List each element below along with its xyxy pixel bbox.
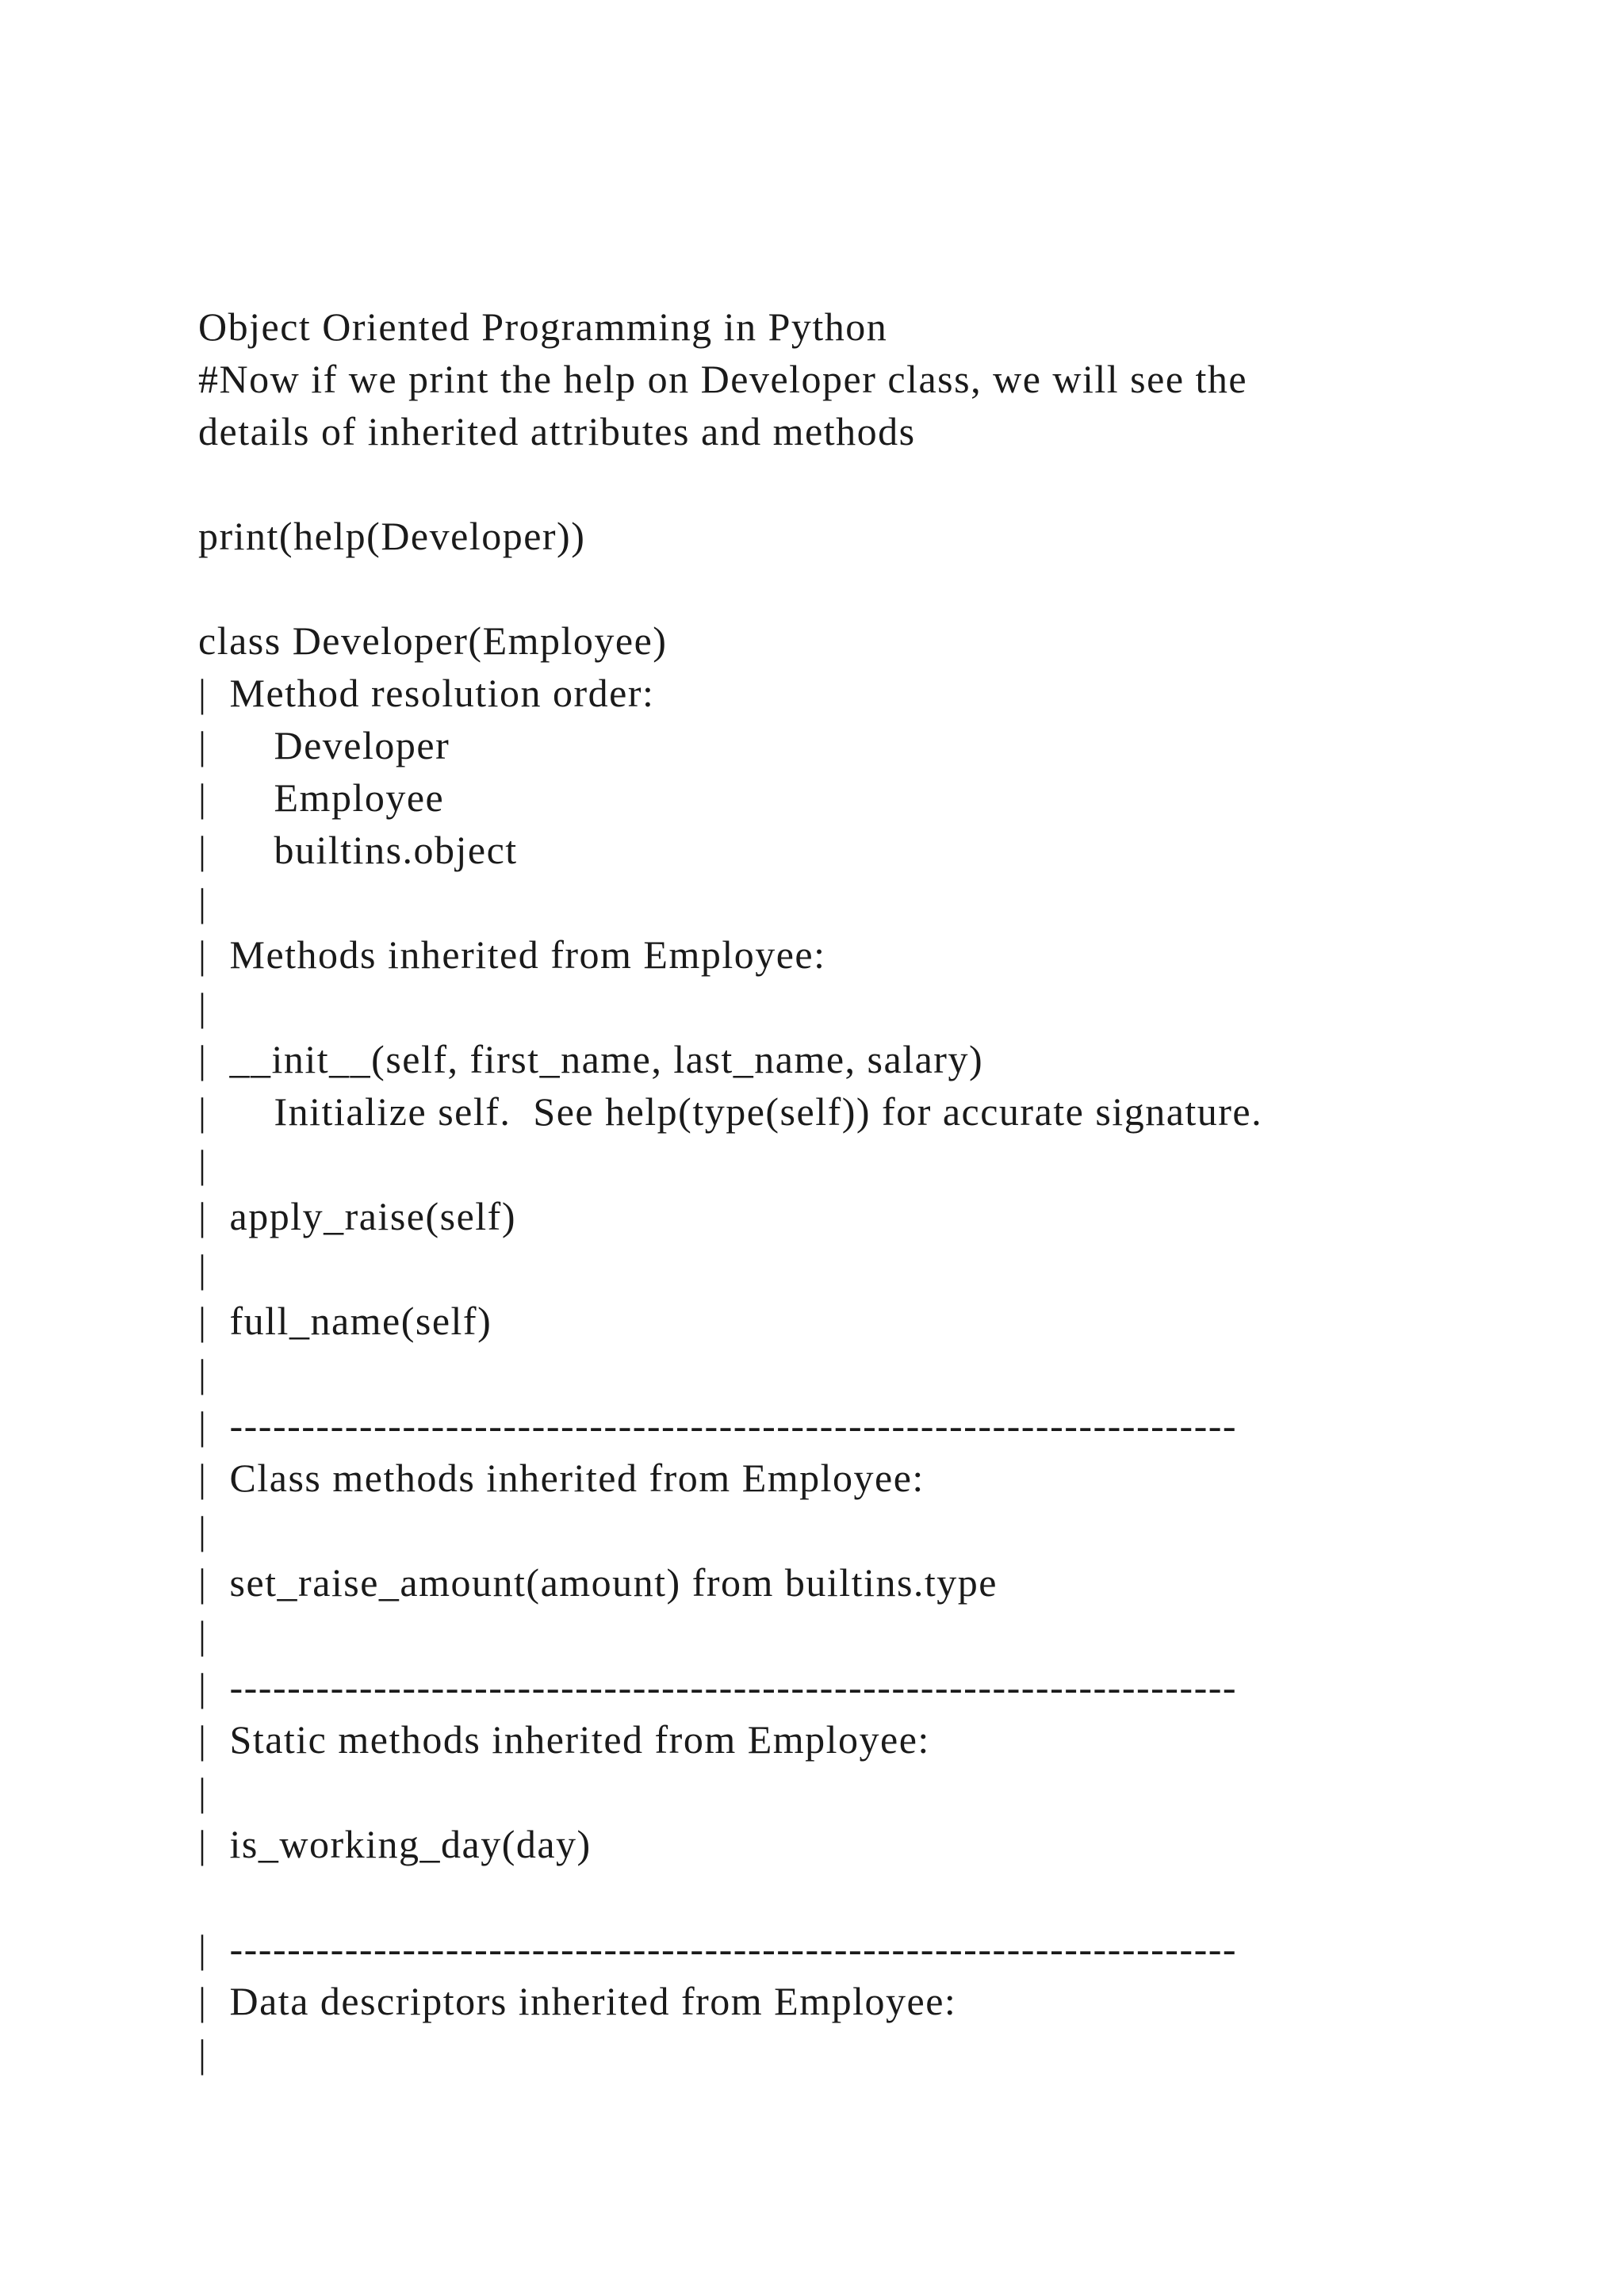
help-separator: | ---------------------------------------------------------------------- [198,1665,1238,1709]
help-line: | Developer [198,723,450,767]
intro-line-2: details of inherited attributes and methods [198,409,916,453]
help-line: | Employee [198,775,445,820]
help-line: | [198,1142,208,1186]
help-line: | [198,1770,208,1814]
help-line: | __init__(self, first_name, last_name, salary) [198,1037,984,1081]
help-line: | full_name(self) [198,1299,492,1343]
help-line: | Static methods inherited from Employee: [198,1717,930,1762]
document-title: Object Oriented Programming in Python [198,304,888,349]
help-line: | [198,1508,208,1552]
help-separator: | ---------------------------------------------------------------------- [198,1927,1238,1971]
help-line: | Class methods inherited from Employee: [198,1456,925,1500]
help-line: | [198,2031,208,2076]
help-line: | [198,1351,208,1395]
help-line: | [198,985,208,1029]
help-line: | set_raise_amount(amount) from builtins.type [198,1560,998,1605]
intro-line-1: #Now if we print the help on Developer class, we will see the [198,357,1248,401]
help-line: | Method resolution order: [198,671,655,715]
print-call: print(help(Developer)) [198,514,586,558]
help-line: | [198,1613,208,1657]
help-line: | [198,880,208,924]
help-line: | [198,1246,208,1291]
help-line: | apply_raise(self) [198,1194,516,1238]
class-header: class Developer(Employee) [198,618,668,663]
help-line: | Initialize self. See help(type(self)) for accurate signature. [198,1089,1263,1134]
help-line: | builtins.object [198,828,518,872]
help-line: | Data descriptors inherited from Employee: [198,1979,957,2023]
help-line: | Methods inherited from Employee: [198,932,826,977]
help-separator: | ---------------------------------------------------------------------- [198,1403,1238,1448]
help-line: | is_working_day(day) [198,1822,592,1866]
